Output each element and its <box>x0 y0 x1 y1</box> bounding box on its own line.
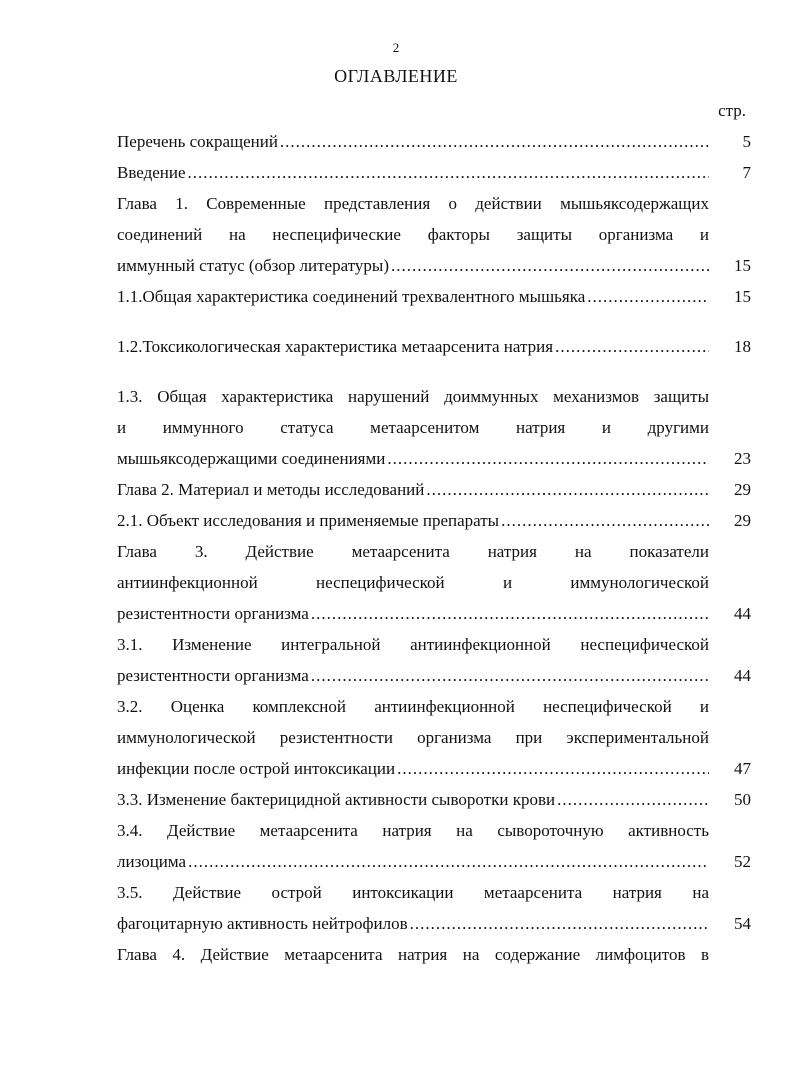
toc-entry-line[interactable]: 3.4. Действие метаарсенита натрия на сывороточную активность <box>117 821 709 840</box>
leader-dots <box>555 331 709 362</box>
toc-entry-line[interactable]: 3.5. Действие острой интоксикации метаарсенита натрия на <box>117 883 709 902</box>
toc-entry[interactable] <box>117 784 751 815</box>
toc-entry-title: 3.3. Изменение бактерицидной активности сыворотки крови <box>117 784 557 815</box>
toc-entry-title: Глава 2. Материал и методы исследований <box>117 474 426 505</box>
toc-entry-line[interactable]: Глава 1. Современные представления о действии мышьяксодержащих <box>117 194 709 213</box>
toc-entry-title: Введение <box>117 157 188 188</box>
toc-entry-page: 29 <box>734 480 751 499</box>
toc-entry[interactable] <box>117 846 751 877</box>
toc-entry[interactable] <box>117 250 751 281</box>
toc-entry[interactable] <box>117 505 751 536</box>
toc-entry-title: резистентности организма <box>117 598 311 629</box>
leader-dots <box>397 753 709 784</box>
toc-entry-line[interactable]: Глава 3. Действие метаарсенита натрия на показатели <box>117 542 709 561</box>
toc-entry-title: 2.1. Объект исследования и применяемые препараты <box>117 505 501 536</box>
toc-entry-line[interactable]: антиинфекционной неспецифической и иммунологической <box>117 573 709 592</box>
page-number: 2 <box>392 40 400 55</box>
toc-entry-page: 54 <box>734 914 751 933</box>
table-of-contents <box>117 126 751 970</box>
toc-entry-line[interactable]: 3.2. Оценка комплексной антиинфекционной неспецифической и <box>117 697 709 716</box>
toc-entry[interactable] <box>117 157 751 188</box>
toc-entry-line[interactable]: и иммунного статуса метаарсенитом натрия и другими <box>117 418 709 437</box>
leader-dots <box>587 281 709 312</box>
toc-entry-title: резистентности организма <box>117 660 311 691</box>
toc-entry-line[interactable]: соединений на неспецифические факторы защиты организма и <box>117 225 709 244</box>
toc-entry-line[interactable]: 3.1. Изменение интегральной антиинфекционной неспецифической <box>117 635 709 654</box>
toc-entry-line[interactable]: иммунологической резистентности организма при экспериментальной <box>117 728 709 747</box>
spacer <box>117 362 751 381</box>
leader-dots <box>280 126 709 157</box>
toc-entry-page: 23 <box>734 449 751 468</box>
toc-entry-page: 7 <box>742 163 751 182</box>
toc-entry-page: 29 <box>734 511 751 530</box>
toc-entry[interactable] <box>117 598 751 629</box>
toc-entry-title: иммунный статус (обзор литературы) <box>117 250 391 281</box>
spacer <box>117 312 751 331</box>
leader-dots <box>391 250 709 281</box>
toc-entry[interactable] <box>117 474 751 505</box>
toc-entry-page: 50 <box>734 790 751 809</box>
toc-entry-page: 47 <box>734 759 751 778</box>
leader-dots <box>387 443 709 474</box>
toc-entry[interactable] <box>117 753 751 784</box>
page-column-label: стр. <box>718 101 746 120</box>
toc-entry-line[interactable]: 1.3. Общая характеристика нарушений доиммунных механизмов защиты <box>117 387 709 406</box>
leader-dots <box>311 598 709 629</box>
leader-dots <box>188 846 709 877</box>
toc-entry[interactable] <box>117 126 751 157</box>
toc-entry-page: 44 <box>734 666 751 685</box>
toc-entry-page: 18 <box>734 337 751 356</box>
toc-entry-title: 1.1.Общая характеристика соединений трехвалентного мышьяка <box>117 281 587 312</box>
toc-entry[interactable] <box>117 281 751 312</box>
leader-dots <box>188 157 709 188</box>
toc-entry-page: 44 <box>734 604 751 623</box>
toc-entry[interactable] <box>117 908 751 939</box>
page-title: ОГЛАВЛЕНИЕ <box>334 66 458 86</box>
leader-dots <box>557 784 709 815</box>
toc-entry-title: Перечень сокращений <box>117 126 280 157</box>
leader-dots <box>501 505 709 536</box>
toc-entry-title: инфекции после острой интоксикации <box>117 753 397 784</box>
toc-entry[interactable] <box>117 660 751 691</box>
leader-dots <box>311 660 709 691</box>
toc-entry[interactable] <box>117 443 751 474</box>
toc-entry-page: 52 <box>734 852 751 871</box>
toc-entry-title: фагоцитарную активность нейтрофилов <box>117 908 410 939</box>
toc-entry-page: 5 <box>742 132 751 151</box>
toc-entry-page: 15 <box>734 287 751 306</box>
toc-entry-title: мышьяксодержащими соединениями <box>117 443 387 474</box>
toc-entry-line[interactable]: Глава 4. Действие метаарсенита натрия на содержание лимфоцитов в <box>117 945 709 964</box>
toc-entry-page: 15 <box>734 256 751 275</box>
leader-dots <box>426 474 709 505</box>
leader-dots <box>410 908 709 939</box>
toc-entry-title: лизоцима <box>117 846 188 877</box>
toc-entry[interactable] <box>117 331 751 362</box>
toc-entry-title: 1.2.Токсикологическая характеристика метаарсенита натрия <box>117 331 555 362</box>
